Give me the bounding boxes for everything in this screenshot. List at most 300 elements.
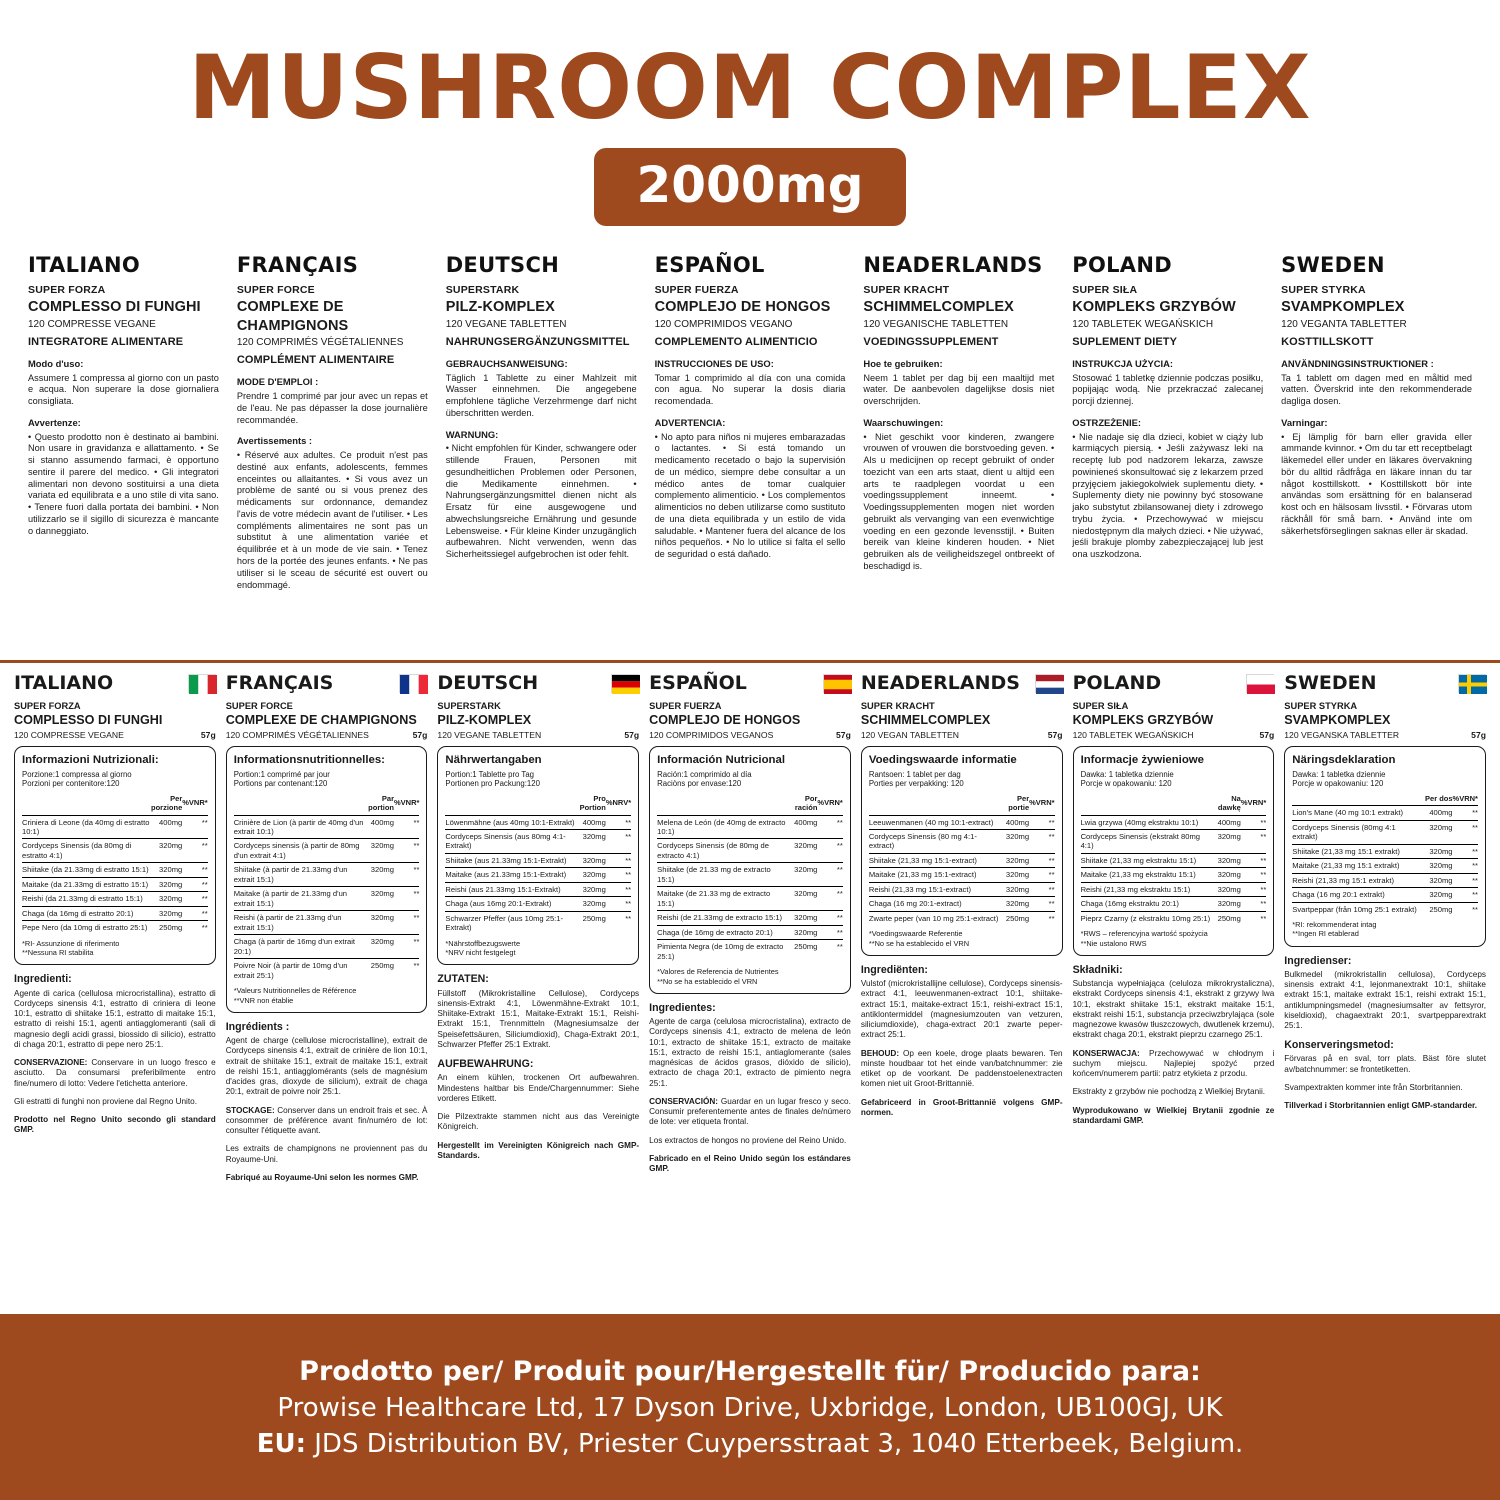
ingredient-amount: 250mg — [151, 921, 182, 935]
table-row — [1292, 806, 1478, 820]
ingredient-name: Cordyceps Sinensis (de 80mg de extracto 4:1) — [657, 839, 787, 863]
ingredient-amount: 320mg — [151, 877, 182, 891]
block-text: • Ej lämplig för barn eller gravida eller ammande kvinnor. • Om du tar ett receptbelagt läkemedel eller under en läkares övervakning bör du alltid rådfråga en läkare innan du tar något kosttillskott. • Kosttillskott bör inte användas som ersättning för en balanserad kost och en hälsosam livsstil. • Förvaras utom räckhåll för små barn. • Använd inte om säkerhetsförseglingen saknas eller är skadad. — [1281, 431, 1472, 536]
serving-meta-line: Dawka: 1 tabletka dziennie — [1080, 770, 1174, 780]
block-text: Täglich 1 Tablette zu einer Mahlzeit mit Wasser einnehmen. Die angegebene empfohlene tägliche Verzehrmenge darf nicht überschritten werden. — [445, 372, 637, 418]
ingredient-vrn: ** — [182, 815, 207, 839]
product-name: SCHIMMELCOMPLEX — [863, 299, 1014, 316]
ingredient-name: Löwenmähne (aus 40mg 10:1-Extrakt) — [445, 815, 575, 829]
language-heading: DEUTSCH — [445, 253, 560, 277]
table-footnotes — [869, 929, 1055, 948]
block-text: Stosować 1 tabletkę dziennie podczas posiłku, popijając wodą. Nie przekraczać zalecanej porcji dziennej. — [1072, 372, 1264, 407]
table-footnotes — [445, 939, 631, 958]
table-row — [22, 839, 208, 863]
col-vrn: %VRN* — [1029, 793, 1054, 815]
ingredient-amount: 320mg — [576, 882, 606, 896]
info-section — [649, 1097, 851, 1128]
table-row — [869, 897, 1055, 911]
section-inline-label: KONSERWACJA: — [1072, 1048, 1140, 1058]
footnote-line: *RI- Assunzione di riferimento — [22, 938, 120, 948]
nutrition-table — [869, 793, 1055, 926]
pack-count: 120 COMPRIMÉS VÉGÉTALIENNES — [225, 730, 369, 741]
col-blank — [1292, 793, 1422, 806]
gmp-statement: Prodotto nel Regno Unito secondo gli standard GMP. — [14, 1115, 216, 1135]
ingredient-name: Pieprz Czarny (z ekstraktu 10mg 25:1) — [1081, 911, 1211, 925]
net-weight: 57g — [1259, 730, 1275, 741]
product-category: KOSTTILLSKOTT — [1281, 335, 1374, 348]
page-title: MUSHROOM COMPLEX — [188, 36, 1312, 139]
table-row — [1292, 902, 1478, 916]
ingredient-name: Chaga (da 16mg di estratto 20:1) — [22, 906, 151, 920]
serving-meta-line: Porzione:1 compressa al giorno — [22, 770, 132, 780]
ingredient-name: Reishi (21,33 mg 15:1 extrakt) — [1292, 873, 1422, 887]
product-strength: SUPER SIŁA — [1072, 283, 1138, 296]
info-section — [1284, 955, 1486, 1032]
nutrition-table-title: Informationsnutritionnelles: — [233, 753, 385, 766]
block-text: • Questo prodotto non è destinato ai bambini. Non usare in gravidanza e allattamento. • Se si stanno assumendo farmaci, è opportuno sentire il parere del medico. • Gli integratori alimentari non devono sostituirsi a una dieta variata ed equilibrata e a uno stile di vita sano. • Tenere fuori dalla portata dei bambini. • Non utilizzarlo se il sigillo di sicurezza è mancante o danneggiato. — [28, 431, 219, 536]
nutrition-table-box — [14, 746, 216, 966]
ingredient-vrn: ** — [606, 853, 631, 867]
ingredient-vrn: ** — [606, 911, 631, 934]
info-section — [1284, 1101, 1486, 1111]
ingredient-vrn: ** — [1241, 882, 1266, 896]
section-heading: Konserveringsmetod: — [1284, 1039, 1394, 1052]
table-row — [869, 830, 1055, 854]
block-label: Avvertenze: — [28, 416, 81, 428]
ingredient-amount: 320mg — [787, 887, 817, 911]
serving-meta-line: Dawka: 1 tabletka dziennie — [1292, 770, 1386, 780]
product-name: SVAMPKOMPLEX — [1281, 299, 1405, 316]
ingredient-name: Shiitake (à partir de 21.33mg d'un extrait 15:1) — [234, 863, 364, 887]
table-footnotes — [234, 986, 420, 1005]
ingredient-name: Chaga (16mg ekstraktu 20:1) — [1081, 897, 1211, 911]
section-text: Gli estratti di funghi non proviene dal Regno Unito. — [14, 1096, 197, 1106]
ingredient-name: Shiitake (21,33 mg ekstraktu 15:1) — [1081, 853, 1211, 867]
table-row — [234, 887, 420, 911]
block-label: MODE D'EMPLOI : — [236, 376, 319, 388]
product-category: COMPLEMENTO ALIMENTICIO — [654, 335, 818, 348]
section-text: Füllstoff (Mikrokristalline Cellulose), Cordyceps sinensis-Extrakt 4:1, Löwenmähne-Extrakt 10:1, Shiitake-Extrakt 15:1, Maitake-Extrakt 15:1, Reishi-Extrakt 15:1, Trennmitteln (Magnesiumsalze der Speisefettsäuren, Siliciumdioxid), Chaga-Extrakt 20:1, Schwarzer Pfeffer 25:1 Extrakt. — [437, 988, 640, 1049]
ingredient-amount: 320mg — [999, 830, 1029, 854]
serving-meta-line: Raciòns por envase:120 — [657, 779, 742, 789]
col-vrn: %VNR* — [394, 793, 419, 815]
serving-meta — [234, 770, 420, 789]
section-inline-label: STOCKAGE: — [225, 1105, 275, 1115]
pack-count: 120 COMPRIMÉS VÉGÉTALIENNES — [236, 337, 404, 349]
footnote-line: **Nessuna RI stabilita — [22, 948, 94, 958]
ingredient-amount: 250mg — [1423, 902, 1453, 916]
ingredient-name: Chaga (de 16mg de extracto 20:1) — [657, 925, 787, 939]
language-heading: NEADERLANDS — [863, 253, 1043, 277]
directions-block — [863, 358, 1054, 408]
serving-meta — [657, 770, 843, 789]
ingredient-vrn: ** — [606, 882, 631, 896]
ingredient-amount: 250mg — [1211, 911, 1241, 925]
ingredient-amount: 320mg — [364, 887, 394, 911]
product-strength: SUPER SIŁA — [1072, 700, 1129, 711]
ingredient-name: Maitake (aus 21.33mg 15:1-Extrakt) — [445, 868, 575, 882]
warnings-block — [28, 417, 219, 538]
info-section — [1073, 1087, 1275, 1097]
block-text: Neem 1 tablet per dag bij een maaltijd met water. De aanbevolen dagelijkse dosis niet overschrijden. — [863, 372, 1055, 407]
table-row — [445, 882, 631, 896]
pack-count: 120 VEGANE TABLETTEN — [445, 318, 567, 330]
directions-block — [28, 358, 219, 408]
ingredient-vrn: ** — [182, 839, 207, 863]
ingredient-amount: 320mg — [999, 882, 1029, 896]
ingredient-vrn: ** — [1453, 888, 1478, 902]
column-header — [14, 672, 216, 696]
spain-flag — [823, 674, 851, 693]
table-row — [657, 863, 843, 887]
product-strength: SUPER FORZA — [28, 283, 106, 296]
block-label: Avertissements : — [236, 435, 313, 447]
ingredient-vrn: ** — [606, 897, 631, 911]
column-header — [437, 672, 639, 696]
block-label: Varningar: — [1281, 416, 1328, 428]
table-row — [1081, 830, 1267, 854]
france-flag — [399, 674, 427, 693]
footnote-line: *Nährstoffbezugswerte — [445, 938, 521, 948]
product-name: COMPLESSO DI FUNGHI — [14, 713, 163, 728]
dose-badge: 2000mg — [594, 148, 905, 226]
table-row — [869, 868, 1055, 882]
info-section — [437, 1112, 639, 1133]
ingredient-name: Cordyceps Sinensis (ekstrakt 80mg 4:1) — [1081, 830, 1211, 854]
table-row — [22, 815, 208, 839]
info-section — [437, 1058, 639, 1104]
info-section — [1073, 964, 1275, 1041]
ingredient-vrn: ** — [182, 892, 207, 906]
ingredient-name: Cordyceps sinensis (à partir de 80mg d'un extrait 4:1) — [234, 839, 364, 863]
ingredient-name: Melena de León (de 40mg de extracto 10:1) — [657, 815, 787, 839]
warnings-block — [237, 435, 428, 591]
nutrition-column-neaderlands — [861, 672, 1063, 1183]
info-section — [14, 1097, 216, 1107]
footnote-line: **Ingen RI etablerad — [1292, 929, 1359, 939]
footer-line-1: Prodotto per/ Produit pour/Hergestellt für/ Producido para: — [299, 1355, 1201, 1387]
product-strength: SUPER STYRKA — [1281, 283, 1366, 296]
footnote-line: **No se ha establecido el VRN — [657, 976, 758, 986]
ingredient-vrn: ** — [1453, 806, 1478, 820]
section-text: Svampextrakten kommer inte från Storbritannien. — [1284, 1082, 1463, 1092]
ingredient-amount: 320mg — [1211, 897, 1241, 911]
table-row — [22, 877, 208, 891]
table-row — [1081, 882, 1267, 896]
col-blank — [1081, 793, 1211, 815]
net-weight: 57g — [1471, 730, 1486, 741]
net-weight: 57g — [200, 730, 216, 741]
table-row — [445, 868, 631, 882]
pack-count: 120 COMPRESSE VEGANE — [14, 730, 124, 741]
table-row — [1081, 815, 1267, 829]
col-vrn: %VRN* — [817, 793, 842, 815]
section-text: Les extraits de champignons ne proviennent pas du Royaume-Uni. — [225, 1144, 428, 1164]
ingredient-name: Chaga (16 mg 20:1-extract) — [869, 897, 999, 911]
nutrition-table — [1292, 793, 1478, 916]
nutrition-column-sweden — [1284, 672, 1486, 1183]
serving-meta — [1081, 770, 1267, 789]
footer-line-2: Prowise Healthcare Ltd, 17 Dyson Drive, Uxbridge, London, UB100GJ, UK — [277, 1392, 1223, 1423]
col-per-serving: Pro Portion — [576, 793, 606, 815]
ingredient-name: Pimienta Negra (de 10mg de extracto 25:1) — [657, 940, 787, 963]
usage-column-neaderlands — [863, 252, 1054, 591]
info-section — [226, 1021, 428, 1098]
serving-meta-line: Portions par contenant:120 — [233, 779, 328, 789]
product-category: NAHRUNGSERGÄNZUNGSMITTEL — [445, 335, 630, 348]
ingredient-name: Pepe Nero (da 10mg di estratto 25:1) — [22, 921, 151, 935]
table-row — [657, 887, 843, 911]
serving-meta-line: Portionen pro Packung:120 — [445, 779, 540, 789]
ingredient-name: Maitake (21,33 mg 15:1 extrakt) — [1292, 859, 1422, 873]
ingredient-amount: 320mg — [364, 863, 394, 887]
table-footnotes — [22, 939, 208, 958]
product-strength: SUPER KRACHT — [860, 700, 935, 711]
footnote-line: **VNR non établie — [233, 995, 294, 1005]
ingredient-name: Shiitake (21,33 mg 15:1-extract) — [869, 853, 999, 867]
section-text: Die Pilzextrakte stammen nicht aus das Vereinigte Königreich. — [437, 1112, 640, 1132]
usage-column-italiano — [28, 252, 219, 591]
section-text: Bulkmedel (mikrokristallin cellulosa), Cordyceps sinensis extrakt 4:1, lejonmanextrakt 10:1, shiitake extrakt 15:1, maitake extrakt 15:1, reishi extrakt 15:1, antiklumpningsmedel (magnesiumsalter av fettsyror, kiseldioxid), chagaextrakt 20:1, svartpepparextrakt 25:1. — [1284, 969, 1486, 1030]
ingredient-amount: 320mg — [999, 897, 1029, 911]
col-vrn: %VNR* — [182, 793, 207, 815]
footnote-line: *Voedingswaarde Referentie — [868, 929, 963, 939]
italy-flag — [188, 674, 216, 693]
ingredient-amount: 320mg — [151, 906, 182, 920]
ingredient-amount: 320mg — [364, 911, 394, 935]
ingredient-amount: 320mg — [787, 911, 817, 925]
usage-warnings-panel — [0, 252, 1500, 591]
table-footnotes — [1081, 929, 1267, 948]
directions-block — [237, 376, 428, 426]
ingredient-name: Reishi (aus 21.33mg 15:1-Extrakt) — [445, 882, 575, 896]
section-heading: Składniki: — [1072, 963, 1123, 976]
block-label: ANVÄNDNINGSINSTRUKTIONER : — [1281, 357, 1434, 369]
table-row — [234, 911, 420, 935]
section-text: CONSERVAZIONE: Conservare in un luogo fresco e asciutto. Da consumarsi preferibilmente entro fine/numero di lotto: Vedere l'etichetta anteriore. — [14, 1058, 216, 1088]
pack-count: 120 VEGANISCHE TABLETTEN — [863, 318, 1009, 330]
product-strength: SUPER FORCE — [225, 700, 293, 711]
ingredient-amount: 320mg — [999, 853, 1029, 867]
ingredient-amount: 320mg — [787, 839, 817, 863]
table-row — [1292, 820, 1478, 844]
pack-count: 120 TABLETEK WEGAŃSKICH — [1072, 318, 1214, 330]
ingredient-amount: 400mg — [787, 815, 817, 839]
table-header-row — [657, 793, 843, 815]
table-row — [234, 815, 420, 839]
nutrition-table-title: Nährwertangaben — [445, 753, 542, 766]
product-category: SUPLEMENT DIETY — [1072, 335, 1178, 348]
block-label: INSTRUKCJA UŻYCIA: — [1072, 357, 1173, 369]
nutrition-table-box — [437, 746, 639, 966]
product-name: SCHIMMELCOMPLEX — [860, 713, 991, 728]
product-strength: SUPER FUERZA — [649, 700, 722, 711]
ingredient-name: Shiitake (da 21.33mg di estratto 15:1) — [22, 863, 151, 877]
footnote-line: *RWS – referencyjna wartość spożycia — [1080, 929, 1208, 939]
usage-column-sweden — [1281, 252, 1472, 591]
ingredient-vrn: ** — [1453, 844, 1478, 858]
product-category: VOEDINGSSUPPLEMENT — [863, 335, 999, 348]
footnote-line: *Valeurs Nutritionnelles de Référence — [233, 986, 357, 996]
nutrition-table-title: Informazioni Nutrizionali: — [22, 753, 159, 766]
ingredient-amount: 320mg — [364, 935, 394, 959]
ingredient-name: Maitake (21,33 mg 15:1-extract) — [869, 868, 999, 882]
col-blank — [234, 793, 364, 815]
ingredient-name: Maitake (à partir de 21.33mg d'un extrait 15:1) — [234, 887, 364, 911]
ingredient-amount: 320mg — [1211, 830, 1241, 854]
ingredient-amount: 250mg — [787, 940, 817, 963]
ingredient-amount: 320mg — [364, 839, 394, 863]
ingredient-amount: 320mg — [1423, 888, 1453, 902]
nutrition-table — [22, 793, 208, 935]
col-per-serving: Par portion — [364, 793, 394, 815]
info-section — [226, 1144, 428, 1165]
ingredient-amount: 320mg — [151, 892, 182, 906]
nutrition-table-title: Näringsdeklaration — [1292, 753, 1396, 766]
nutrition-table-box — [861, 746, 1063, 956]
nutrition-table-box — [1284, 746, 1486, 947]
ingredient-name: Maitake (21,33 mg ekstraktu 15:1) — [1081, 868, 1211, 882]
net-weight: 57g — [624, 730, 640, 741]
table-row — [1081, 897, 1267, 911]
section-heading: Ingrediënten: — [860, 963, 928, 976]
pack-count: 120 COMPRIMIDOS VEGANO — [654, 318, 793, 330]
ingredient-vrn: ** — [606, 815, 631, 829]
table-row — [1292, 888, 1478, 902]
product-name: COMPLEJO DE HONGOS — [649, 713, 801, 728]
ingredient-vrn: ** — [1241, 815, 1266, 829]
product-strength: SUPER STYRKA — [1284, 700, 1358, 711]
serving-meta-line: Portion:1 Tablette pro Tag — [445, 770, 534, 780]
pack-count: 120 VEGANSKA TABLETTER — [1284, 730, 1400, 741]
table-header-row — [234, 793, 420, 815]
warnings-block — [1281, 417, 1472, 538]
header — [0, 0, 1500, 226]
nutrition-panel — [0, 672, 1500, 1183]
product-name: COMPLEXE DE CHAMPIGNONS — [225, 713, 417, 728]
ingredient-amount: 320mg — [1423, 859, 1453, 873]
ingredient-vrn: ** — [606, 868, 631, 882]
ingredient-vrn: ** — [1029, 868, 1054, 882]
serving-meta — [869, 770, 1055, 789]
ingredient-name: Reishi (à partir de 21.33mg d'un extrait 15:1) — [234, 911, 364, 935]
block-label: Modo d'uso: — [28, 357, 84, 369]
gmp-statement: Fabriqué au Royaume-Uni selon les normes GMP. — [225, 1172, 419, 1182]
section-text: Agente di carica (cellulosa microcristallina), estratto di Cordyceps sinensis 4:1, estratto di criniera di leone 10:1, estratto di shiitake 15:1, estratto di maitake 15:1, estratto di reishi 15:1, agenti antiagglomeranti (sali di magnesio degli acidi grassi, biossido di silicio), estratto di chaga 20:1, estratto di pepe nero 25:1. — [14, 988, 216, 1049]
table-row — [22, 921, 208, 935]
ingredient-amount: 320mg — [576, 853, 606, 867]
block-label: ADVERTENCIA: — [654, 416, 726, 428]
ingredient-amount: 320mg — [1211, 882, 1241, 896]
pack-count: 120 TABLETEK WEGAŃSKICH — [1072, 730, 1194, 741]
language-heading: ESPAÑOL — [649, 672, 747, 694]
gmp-statement: Tillverkad i Storbritannien enligt GMP-standarder. — [1284, 1101, 1478, 1111]
ingredient-name: Lion's Mane (40 mg 10:1 extrakt) — [1292, 806, 1422, 820]
product-name: PILZ-KOMPLEX — [437, 713, 532, 728]
ingredient-vrn: ** — [394, 935, 419, 959]
info-section — [861, 964, 1063, 1041]
ingredient-name: Poivre Noir (à partir de 10mg d'un extrait 25:1) — [234, 959, 364, 982]
gmp-statement: Gefabriceerd in Groot-Brittannië volgens GMP-normen. — [860, 1097, 1063, 1117]
ingredient-amount: 320mg — [787, 863, 817, 887]
section-divider — [0, 660, 1500, 663]
language-heading: FRANÇAIS — [225, 672, 334, 694]
ingredient-name: Chaga (16 mg 20:1 extrakt) — [1292, 888, 1422, 902]
col-blank — [657, 793, 787, 815]
table-row — [445, 815, 631, 829]
pack-row — [1073, 730, 1275, 741]
manufacturer-footer — [0, 1314, 1500, 1500]
col-per-serving: Na dawkę — [1211, 793, 1241, 815]
table-row — [869, 853, 1055, 867]
ingredient-vrn: ** — [394, 959, 419, 982]
nutrition-column-français — [226, 672, 428, 1183]
section-text: KONSERWACJA: Przechowywać w chłodnym i suchym miejscu. Najlepiej spożyć przed końcem/numerem partii: patrz etykieta z przodu. — [1072, 1048, 1275, 1079]
ingredient-amount: 400mg — [151, 815, 182, 839]
ingredient-name: Maitake (da 21.33mg di estratto 15:1) — [22, 877, 151, 891]
table-row — [22, 906, 208, 920]
table-row — [1292, 844, 1478, 858]
footer-line-3 — [0, 1429, 1500, 1459]
ingredient-vrn: ** — [817, 925, 842, 939]
column-header — [861, 672, 1063, 696]
ingredient-vrn: ** — [1029, 815, 1054, 829]
serving-meta-line: Porties per verpakking: 120 — [868, 779, 964, 789]
product-strength: SUPER FORCE — [236, 283, 315, 296]
ingredient-vrn: ** — [1029, 897, 1054, 911]
table-header-row — [869, 793, 1055, 815]
ingredient-vrn: ** — [1453, 902, 1478, 916]
serving-meta — [1292, 770, 1478, 789]
block-label: WARNUNG: — [445, 428, 499, 440]
col-blank — [22, 793, 151, 815]
block-text: • No apto para niños ni mujeres embarazadas o lactantes. • Si está tomando un medicamento recetado o bajo la supervisión de un médico, siempre debe consultar a un médico antes de tomar cualquier complemento alimenticio. • Los complementos alimenticios no deben utilizarse como sustituto de una dieta equilibrada y un estilo de vida saludable. • Mantener fuera del alcance de los niños pequeños. • No lo utilice si falta el sello de seguridad o está dañado. — [654, 431, 846, 560]
nutrition-table — [657, 793, 843, 964]
ingredient-vrn: ** — [394, 863, 419, 887]
product-name: KOMPLEKS GRZYBÓW — [1072, 299, 1236, 316]
nutrition-column-poland — [1073, 672, 1275, 1183]
language-heading: SWEDEN — [1281, 253, 1385, 277]
net-weight: 57g — [412, 730, 428, 741]
nutrition-column-español — [649, 672, 851, 1183]
footer-eu-address: JDS Distribution BV, Priester Cuypersstraat 3, 1040 Etterbeek, Belgium. — [305, 1428, 1244, 1459]
ingredient-name: Cordyceps Sinensis (aus 80mg 4:1-Extrakt) — [445, 830, 575, 854]
gmp-statement: Fabricado en el Reino Unido según los estándares GMP. — [649, 1153, 851, 1174]
usage-column-français — [237, 252, 428, 591]
ingredient-vrn: ** — [1241, 911, 1266, 925]
section-heading: Ingredientes: — [649, 1001, 716, 1014]
gmp-statement: Wyprodukowano w Wielkiej Brytanii zgodnie ze standardami GMP. — [1072, 1105, 1275, 1125]
section-text: Substancja wypełniająca (celuloza mikrokrystaliczna), ekstrakt Cordyceps sinensis 4:1, ekstrakt z grzywy lwa 10:1, ekstrakt shiitake 15:1, ekstrakt maitake 15:1, ekstrakt reishi 15:1, substancja przeciwzbrylająca (sole magnezowe kwasów tłuszczowych, dwutlenek krzemu), ekstrakt chaga 20:1, ekstrakt pieprzu czarnego 25:1. — [1072, 979, 1275, 1040]
product-strength: SUPER FORZA — [14, 700, 81, 711]
language-heading: FRANÇAIS — [236, 253, 359, 277]
section-text: Ekstrakty z grzybów nie pochodzą z Wielkiej Brytanii. — [1072, 1087, 1266, 1097]
table-header-row — [445, 793, 631, 815]
footer-eu-label: EU: — [256, 1428, 306, 1459]
ingredient-name: Maitake (de 21.33 mg de extracto 15:1) — [657, 887, 787, 911]
ingredient-name: Zwarte peper (van 10 mg 25:1-extract) — [869, 911, 999, 925]
nutrition-table-title: Voedingswaarde informatie — [868, 753, 1017, 766]
product-category: INTEGRATORE ALIMENTARE — [28, 335, 184, 348]
serving-meta — [22, 770, 208, 789]
ingredient-amount: 400mg — [1211, 815, 1241, 829]
pack-count: 120 VEGANTA TABLETTER — [1281, 318, 1407, 330]
serving-meta-line: Rantsoen: 1 tablet per dag — [868, 770, 961, 780]
ingredient-amount: 320mg — [1211, 868, 1241, 882]
section-text: STOCKAGE: Conserver dans un endroit frais et sec. À consommer de préférence avant fin/numéro de lot: consulter l'étiquette avant. — [225, 1105, 428, 1136]
sweden-flag — [1458, 674, 1486, 693]
serving-meta-line: Porcje w opakowaniu: 120 — [1292, 779, 1384, 789]
